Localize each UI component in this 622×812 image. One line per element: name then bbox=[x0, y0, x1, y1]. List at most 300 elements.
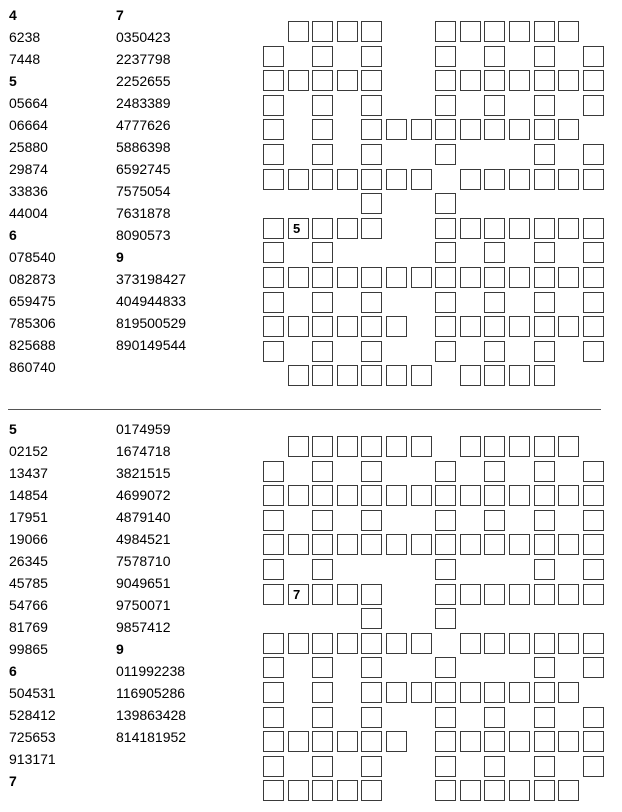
grid-cell[interactable] bbox=[435, 584, 456, 605]
grid-cell[interactable] bbox=[361, 584, 382, 605]
number-entry: 011992238 bbox=[116, 663, 186, 679]
grid-cell[interactable] bbox=[460, 436, 481, 457]
grid-cell[interactable] bbox=[361, 95, 382, 116]
grid-cell[interactable] bbox=[312, 756, 333, 777]
grid-cell[interactable] bbox=[263, 534, 284, 555]
grid-cell[interactable] bbox=[583, 461, 604, 482]
grid-cell[interactable] bbox=[509, 21, 530, 42]
grid-cell[interactable] bbox=[312, 657, 333, 678]
grid-cell[interactable] bbox=[534, 21, 555, 42]
number-entry: 814181952 bbox=[116, 729, 187, 745]
grid-cell[interactable] bbox=[263, 780, 284, 801]
grid-cell[interactable] bbox=[435, 70, 456, 91]
grid-cell[interactable] bbox=[312, 218, 333, 239]
grid-cell[interactable] bbox=[534, 292, 555, 313]
grid-cell[interactable] bbox=[312, 534, 333, 555]
grid-cell[interactable] bbox=[361, 21, 382, 42]
grid-cell[interactable] bbox=[534, 559, 555, 580]
number-entry: 7631878 bbox=[116, 205, 171, 221]
grid-cell[interactable] bbox=[484, 780, 505, 801]
grid-cell[interactable] bbox=[263, 485, 284, 506]
grid-cell[interactable] bbox=[312, 510, 333, 531]
grid-cell[interactable] bbox=[583, 485, 604, 506]
grid-cell[interactable] bbox=[263, 707, 284, 728]
grid-cell[interactable] bbox=[583, 95, 604, 116]
grid-cell[interactable] bbox=[263, 169, 284, 190]
grid-cell[interactable] bbox=[583, 559, 604, 580]
grid-cell[interactable] bbox=[263, 267, 284, 288]
grid-cell[interactable] bbox=[288, 21, 309, 42]
grid-cell[interactable] bbox=[288, 780, 309, 801]
grid-cell[interactable] bbox=[558, 267, 579, 288]
grid-cell[interactable] bbox=[288, 316, 309, 337]
grid-cell[interactable] bbox=[484, 584, 505, 605]
grid-cell[interactable] bbox=[509, 534, 530, 555]
grid-cell[interactable] bbox=[361, 144, 382, 165]
grid-cell[interactable] bbox=[435, 144, 456, 165]
grid-cell[interactable] bbox=[361, 119, 382, 140]
grid-cell[interactable] bbox=[583, 756, 604, 777]
grid-cell[interactable] bbox=[460, 365, 481, 386]
grid-cell[interactable] bbox=[534, 485, 555, 506]
grid-cell[interactable] bbox=[484, 316, 505, 337]
grid-cell[interactable] bbox=[583, 144, 604, 165]
grid-cell[interactable] bbox=[361, 682, 382, 703]
grid-cell[interactable] bbox=[583, 731, 604, 752]
grid-cell[interactable] bbox=[263, 341, 284, 362]
grid-cell[interactable] bbox=[484, 731, 505, 752]
grid-cell[interactable] bbox=[361, 756, 382, 777]
grid-cell[interactable] bbox=[411, 436, 432, 457]
grid-cell[interactable] bbox=[484, 534, 505, 555]
grid-cell[interactable] bbox=[411, 485, 432, 506]
grid-cell[interactable] bbox=[583, 633, 604, 654]
grid-cell[interactable] bbox=[312, 780, 333, 801]
grid-cell[interactable] bbox=[558, 534, 579, 555]
grid-cell[interactable] bbox=[534, 682, 555, 703]
number-entry: 373198427 bbox=[116, 271, 187, 287]
grid-cell[interactable] bbox=[509, 218, 530, 239]
grid-cell[interactable] bbox=[509, 436, 530, 457]
grid-cell[interactable] bbox=[435, 707, 456, 728]
number-entry: 7448 bbox=[9, 51, 41, 67]
grid-cell[interactable] bbox=[361, 485, 382, 506]
grid-cell[interactable] bbox=[361, 780, 382, 801]
grid-cell[interactable] bbox=[312, 707, 333, 728]
number-entry: 2483389 bbox=[116, 95, 171, 111]
grid-cell[interactable] bbox=[484, 461, 505, 482]
grid-cell[interactable] bbox=[534, 316, 555, 337]
grid-cell[interactable] bbox=[337, 365, 358, 386]
grid-cell[interactable] bbox=[534, 365, 555, 386]
grid-cell[interactable] bbox=[361, 341, 382, 362]
grid-cell[interactable] bbox=[435, 341, 456, 362]
grid-cell[interactable] bbox=[337, 633, 358, 654]
grid-cell[interactable] bbox=[411, 365, 432, 386]
grid-cell[interactable] bbox=[288, 365, 309, 386]
grid-cell[interactable] bbox=[435, 292, 456, 313]
grid-cell[interactable] bbox=[435, 534, 456, 555]
grid-cell[interactable] bbox=[460, 267, 481, 288]
grid-cell[interactable] bbox=[288, 485, 309, 506]
grid-cell[interactable] bbox=[312, 70, 333, 91]
grid-cell[interactable] bbox=[288, 534, 309, 555]
grid-cell[interactable] bbox=[312, 559, 333, 580]
grid-cell[interactable] bbox=[509, 316, 530, 337]
grid-cell[interactable] bbox=[361, 193, 382, 214]
grid-cell[interactable] bbox=[386, 633, 407, 654]
grid-cell[interactable] bbox=[435, 756, 456, 777]
grid-cell[interactable] bbox=[435, 316, 456, 337]
number-entry: 116905286 bbox=[116, 685, 186, 701]
puzzle-divider bbox=[8, 409, 601, 410]
grid-cell[interactable] bbox=[263, 218, 284, 239]
grid-cell[interactable] bbox=[534, 95, 555, 116]
grid-cell[interactable] bbox=[484, 46, 505, 67]
grid-cell[interactable] bbox=[583, 510, 604, 531]
grid-cell[interactable] bbox=[460, 485, 481, 506]
grid-cell[interactable] bbox=[583, 218, 604, 239]
grid-cell[interactable] bbox=[435, 218, 456, 239]
grid-cell[interactable] bbox=[288, 169, 309, 190]
grid-cell[interactable] bbox=[263, 46, 284, 67]
grid-cell[interactable] bbox=[361, 316, 382, 337]
grid-cell[interactable] bbox=[534, 119, 555, 140]
grid-cell[interactable] bbox=[509, 731, 530, 752]
grid-cell[interactable] bbox=[484, 70, 505, 91]
grid-cell[interactable] bbox=[288, 70, 309, 91]
grid-cell[interactable] bbox=[263, 316, 284, 337]
grid-cell[interactable] bbox=[484, 119, 505, 140]
number-entry: 0350423 bbox=[116, 29, 171, 45]
grid-cell[interactable] bbox=[558, 21, 579, 42]
grid-cell[interactable] bbox=[509, 633, 530, 654]
grid-cell[interactable] bbox=[583, 70, 604, 91]
grid-cell[interactable] bbox=[484, 365, 505, 386]
grid-cell[interactable] bbox=[435, 461, 456, 482]
grid-cell[interactable] bbox=[361, 267, 382, 288]
grid-cell[interactable] bbox=[263, 559, 284, 580]
grid-cell[interactable] bbox=[435, 21, 456, 42]
grid-cell[interactable] bbox=[558, 119, 579, 140]
grid-cell[interactable] bbox=[337, 731, 358, 752]
grid-cell[interactable] bbox=[312, 46, 333, 67]
grid-cell[interactable] bbox=[460, 169, 481, 190]
grid-cell[interactable] bbox=[312, 21, 333, 42]
grid-cell[interactable] bbox=[509, 267, 530, 288]
grid-cell[interactable] bbox=[534, 46, 555, 67]
grid-cell[interactable] bbox=[361, 292, 382, 313]
grid-cell[interactable] bbox=[460, 731, 481, 752]
grid-cell[interactable] bbox=[435, 95, 456, 116]
grid-cell[interactable] bbox=[312, 316, 333, 337]
grid-cell[interactable] bbox=[288, 436, 309, 457]
grid-cell[interactable] bbox=[312, 242, 333, 263]
grid-cell[interactable] bbox=[337, 436, 358, 457]
grid-cell[interactable] bbox=[263, 633, 284, 654]
grid-cell[interactable] bbox=[534, 584, 555, 605]
grid-cell[interactable] bbox=[583, 169, 604, 190]
grid-cell[interactable] bbox=[312, 119, 333, 140]
grid-cell[interactable] bbox=[460, 682, 481, 703]
grid-cell[interactable] bbox=[558, 169, 579, 190]
grid-cell[interactable] bbox=[337, 218, 358, 239]
grid-cell[interactable] bbox=[460, 119, 481, 140]
grid-cell[interactable] bbox=[460, 21, 481, 42]
grid-cell[interactable] bbox=[484, 707, 505, 728]
grid-cell[interactable] bbox=[411, 119, 432, 140]
number-entry: 14854 bbox=[9, 487, 48, 503]
grid-cell[interactable] bbox=[509, 682, 530, 703]
grid-cell[interactable] bbox=[337, 267, 358, 288]
grid-cell[interactable] bbox=[534, 242, 555, 263]
grid-cell[interactable] bbox=[361, 46, 382, 67]
grid-cell[interactable] bbox=[361, 218, 382, 239]
grid-cell[interactable] bbox=[558, 780, 579, 801]
grid-cell[interactable] bbox=[312, 169, 333, 190]
grid-cell[interactable] bbox=[361, 707, 382, 728]
grid-cell[interactable] bbox=[460, 780, 481, 801]
grid-cell[interactable] bbox=[263, 70, 284, 91]
number-entry: 9049651 bbox=[116, 575, 171, 591]
grid-cell[interactable] bbox=[534, 267, 555, 288]
grid-cell[interactable] bbox=[558, 485, 579, 506]
grid-cell[interactable] bbox=[558, 218, 579, 239]
grid-cell[interactable] bbox=[583, 341, 604, 362]
grid-cell[interactable] bbox=[484, 292, 505, 313]
grid-cell[interactable] bbox=[435, 242, 456, 263]
grid-cell[interactable] bbox=[558, 70, 579, 91]
grid-cell[interactable] bbox=[263, 242, 284, 263]
grid-cell[interactable] bbox=[484, 633, 505, 654]
number-entry: 2252655 bbox=[116, 73, 171, 89]
grid-cell[interactable] bbox=[583, 316, 604, 337]
grid-cell[interactable] bbox=[337, 169, 358, 190]
grid-cell[interactable] bbox=[386, 436, 407, 457]
grid-cell[interactable] bbox=[312, 436, 333, 457]
grid-cell[interactable] bbox=[361, 657, 382, 678]
grid-cell[interactable] bbox=[337, 316, 358, 337]
grid-cell[interactable] bbox=[361, 633, 382, 654]
grid-cell[interactable] bbox=[288, 267, 309, 288]
grid-cell[interactable] bbox=[509, 70, 530, 91]
grid-cell[interactable] bbox=[263, 461, 284, 482]
grid-cell[interactable] bbox=[312, 292, 333, 313]
grid-cell[interactable] bbox=[312, 633, 333, 654]
grid-cell[interactable] bbox=[386, 485, 407, 506]
grid-cell[interactable] bbox=[435, 46, 456, 67]
grid-cell[interactable] bbox=[534, 169, 555, 190]
grid-cell[interactable] bbox=[534, 633, 555, 654]
grid-cell[interactable] bbox=[509, 584, 530, 605]
length-header: 5 bbox=[9, 73, 17, 89]
grid-cell[interactable] bbox=[263, 756, 284, 777]
grid-cell[interactable] bbox=[386, 267, 407, 288]
grid-cell[interactable] bbox=[386, 365, 407, 386]
grid-cell[interactable] bbox=[337, 534, 358, 555]
grid-cell[interactable] bbox=[460, 316, 481, 337]
grid-cell[interactable] bbox=[583, 46, 604, 67]
grid-cell[interactable] bbox=[534, 657, 555, 678]
grid-cell[interactable] bbox=[411, 169, 432, 190]
grid-cell[interactable] bbox=[509, 119, 530, 140]
grid-cell[interactable] bbox=[411, 682, 432, 703]
grid-cell[interactable] bbox=[509, 169, 530, 190]
grid-cell[interactable] bbox=[583, 657, 604, 678]
grid-cell[interactable] bbox=[386, 534, 407, 555]
grid-cell[interactable] bbox=[534, 756, 555, 777]
number-entry: 528412 bbox=[9, 707, 56, 723]
number-entry: 082873 bbox=[9, 271, 56, 287]
grid-cell[interactable] bbox=[337, 780, 358, 801]
grid-cell[interactable] bbox=[288, 633, 309, 654]
grid-cell[interactable] bbox=[312, 584, 333, 605]
grid-cell[interactable] bbox=[583, 707, 604, 728]
grid-cell[interactable] bbox=[435, 485, 456, 506]
grid-cell[interactable] bbox=[312, 682, 333, 703]
grid-cell[interactable] bbox=[312, 341, 333, 362]
grid-cell[interactable] bbox=[435, 267, 456, 288]
grid-cell[interactable] bbox=[558, 584, 579, 605]
length-header: 7 bbox=[116, 7, 124, 23]
grid-cell[interactable] bbox=[534, 341, 555, 362]
grid-cell[interactable] bbox=[534, 218, 555, 239]
grid-cell[interactable] bbox=[288, 731, 309, 752]
length-header: 9 bbox=[116, 249, 124, 265]
grid-cell[interactable] bbox=[435, 780, 456, 801]
grid-cell[interactable] bbox=[435, 608, 456, 629]
grid-cell[interactable] bbox=[534, 436, 555, 457]
given-digit-cell[interactable]: 7 bbox=[288, 584, 309, 605]
grid-cell[interactable] bbox=[509, 485, 530, 506]
grid-cell[interactable] bbox=[460, 584, 481, 605]
grid-cell[interactable] bbox=[263, 119, 284, 140]
grid-cell[interactable] bbox=[534, 461, 555, 482]
grid-cell[interactable] bbox=[263, 292, 284, 313]
grid-cell[interactable] bbox=[460, 534, 481, 555]
grid-cell[interactable] bbox=[263, 144, 284, 165]
grid-cell[interactable] bbox=[435, 510, 456, 531]
number-entry: 9857412 bbox=[116, 619, 171, 635]
grid-cell[interactable] bbox=[435, 119, 456, 140]
grid-cell[interactable] bbox=[484, 756, 505, 777]
grid-cell[interactable] bbox=[312, 267, 333, 288]
grid-cell[interactable] bbox=[558, 633, 579, 654]
number-entry: 7575054 bbox=[116, 183, 171, 199]
grid-cell[interactable] bbox=[534, 70, 555, 91]
grid-cell[interactable] bbox=[509, 780, 530, 801]
grid-cell[interactable] bbox=[484, 169, 505, 190]
grid-cell[interactable] bbox=[435, 657, 456, 678]
given-digit-cell[interactable]: 5 bbox=[288, 218, 309, 239]
grid-cell[interactable] bbox=[411, 267, 432, 288]
grid-cell[interactable] bbox=[312, 731, 333, 752]
grid-cell[interactable] bbox=[484, 682, 505, 703]
grid-cell[interactable] bbox=[460, 633, 481, 654]
grid-cell[interactable] bbox=[361, 608, 382, 629]
grid-cell[interactable] bbox=[411, 633, 432, 654]
number-entry: 06664 bbox=[9, 117, 48, 133]
grid-cell[interactable] bbox=[263, 95, 284, 116]
grid-cell[interactable] bbox=[534, 780, 555, 801]
grid-cell[interactable] bbox=[558, 731, 579, 752]
grid-cell[interactable] bbox=[435, 731, 456, 752]
grid-cell[interactable] bbox=[484, 485, 505, 506]
grid-cell[interactable] bbox=[484, 242, 505, 263]
grid-cell[interactable] bbox=[411, 534, 432, 555]
grid-cell[interactable] bbox=[312, 365, 333, 386]
grid-cell[interactable] bbox=[460, 218, 481, 239]
grid-cell[interactable] bbox=[386, 169, 407, 190]
grid-cell[interactable] bbox=[263, 584, 284, 605]
grid-cell[interactable] bbox=[558, 436, 579, 457]
grid-cell[interactable] bbox=[484, 436, 505, 457]
grid-cell[interactable] bbox=[361, 461, 382, 482]
grid-cell[interactable] bbox=[484, 267, 505, 288]
grid-cell[interactable] bbox=[534, 534, 555, 555]
grid-cell[interactable] bbox=[337, 70, 358, 91]
grid-cell[interactable] bbox=[583, 584, 604, 605]
grid-cell[interactable] bbox=[583, 242, 604, 263]
grid-cell[interactable] bbox=[435, 193, 456, 214]
grid-cell[interactable] bbox=[337, 485, 358, 506]
grid-cell[interactable] bbox=[534, 707, 555, 728]
number-entry: 44004 bbox=[9, 205, 48, 221]
grid-cell[interactable] bbox=[312, 485, 333, 506]
grid-cell[interactable] bbox=[361, 436, 382, 457]
grid-cell[interactable] bbox=[386, 682, 407, 703]
grid-cell[interactable] bbox=[312, 461, 333, 482]
grid-cell[interactable] bbox=[386, 119, 407, 140]
grid-cell[interactable] bbox=[361, 731, 382, 752]
grid-cell[interactable] bbox=[484, 510, 505, 531]
grid-cell[interactable] bbox=[312, 95, 333, 116]
grid-cell[interactable] bbox=[361, 510, 382, 531]
grid-cell[interactable] bbox=[558, 316, 579, 337]
grid-cell[interactable] bbox=[435, 559, 456, 580]
grid-cell[interactable] bbox=[460, 70, 481, 91]
grid-cell[interactable] bbox=[534, 510, 555, 531]
grid-cell[interactable] bbox=[263, 657, 284, 678]
grid-cell[interactable] bbox=[337, 584, 358, 605]
grid-cell[interactable] bbox=[583, 267, 604, 288]
grid-cell[interactable] bbox=[583, 534, 604, 555]
grid-cell[interactable] bbox=[361, 365, 382, 386]
grid-cell[interactable] bbox=[263, 682, 284, 703]
grid-cell[interactable] bbox=[484, 95, 505, 116]
grid-cell[interactable] bbox=[484, 341, 505, 362]
grid-cell[interactable] bbox=[361, 169, 382, 190]
grid-cell[interactable] bbox=[386, 316, 407, 337]
grid-cell[interactable] bbox=[361, 534, 382, 555]
grid-cell[interactable] bbox=[435, 682, 456, 703]
grid-cell[interactable] bbox=[484, 21, 505, 42]
grid-cell[interactable] bbox=[337, 21, 358, 42]
number-entry: 54766 bbox=[9, 597, 48, 613]
grid-cell[interactable] bbox=[386, 731, 407, 752]
grid-cell[interactable] bbox=[361, 70, 382, 91]
grid-cell[interactable] bbox=[534, 144, 555, 165]
grid-cell[interactable] bbox=[583, 292, 604, 313]
number-entry: 8090573 bbox=[116, 227, 171, 243]
grid-cell[interactable] bbox=[263, 510, 284, 531]
grid-cell[interactable] bbox=[558, 682, 579, 703]
grid-cell[interactable] bbox=[534, 731, 555, 752]
grid-cell[interactable] bbox=[312, 144, 333, 165]
grid-cell[interactable] bbox=[509, 365, 530, 386]
grid-cell[interactable] bbox=[263, 731, 284, 752]
grid-cell[interactable] bbox=[484, 218, 505, 239]
